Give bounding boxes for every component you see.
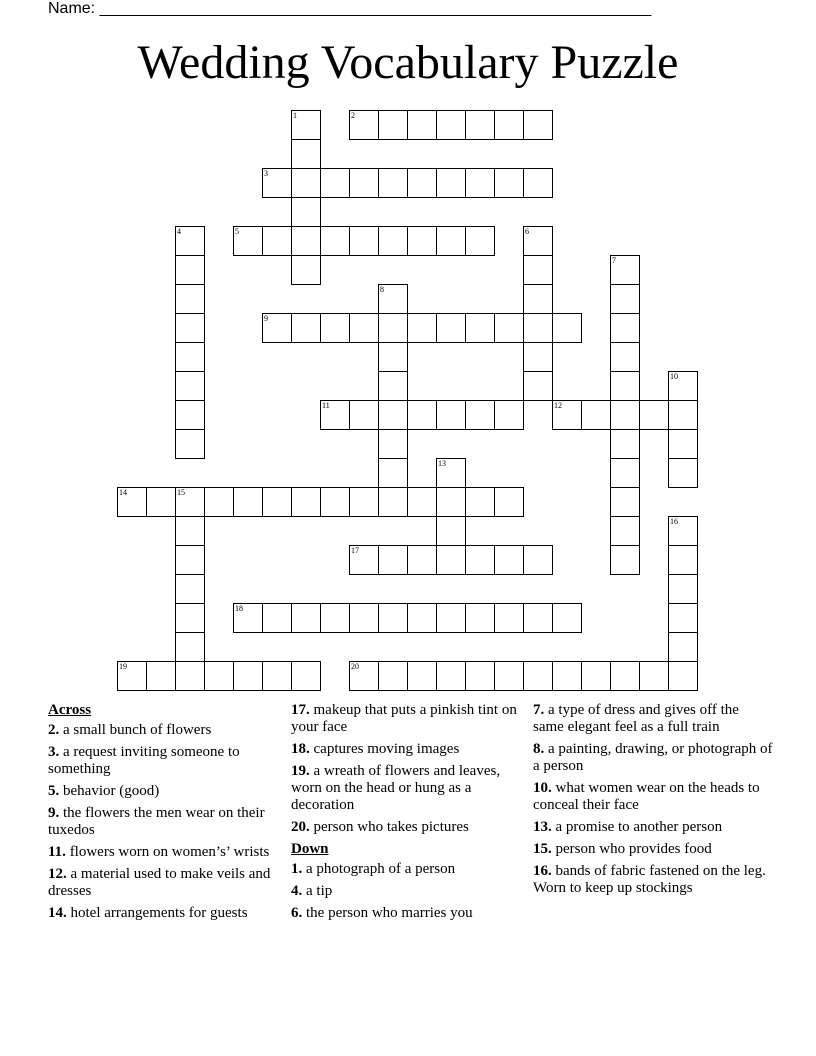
grid-cell[interactable] — [552, 400, 582, 430]
grid-cell[interactable] — [349, 168, 379, 198]
grid-cell[interactable] — [581, 400, 611, 430]
grid-cell[interactable] — [262, 313, 292, 343]
grid-cell[interactable] — [523, 168, 553, 198]
grid-cell[interactable] — [407, 545, 437, 575]
grid-cell[interactable] — [349, 400, 379, 430]
grid-cell[interactable] — [117, 487, 147, 517]
grid-cell[interactable] — [523, 110, 553, 140]
grid-cell[interactable] — [639, 400, 669, 430]
grid-cell[interactable] — [668, 661, 698, 691]
grid-cell[interactable] — [668, 574, 698, 604]
clue-number-label: 19 — [119, 662, 127, 671]
grid-cell[interactable] — [407, 168, 437, 198]
grid-cell[interactable] — [378, 313, 408, 343]
grid-cell[interactable] — [610, 313, 640, 343]
grid-cell[interactable] — [291, 487, 321, 517]
grid-cell[interactable] — [233, 603, 263, 633]
across-heading: Across — [48, 702, 92, 718]
clue-number-label: 12 — [554, 401, 562, 410]
grid-cell[interactable] — [291, 313, 321, 343]
grid-cell[interactable] — [436, 545, 466, 575]
puzzle-title: Wedding Vocabulary Puzzle — [137, 36, 679, 89]
grid-cell[interactable] — [291, 168, 321, 198]
grid-cell[interactable] — [407, 313, 437, 343]
down-clue-15: 15. person who provides food — [533, 841, 712, 857]
grid-cell[interactable] — [610, 371, 640, 401]
grid-cell[interactable] — [320, 603, 350, 633]
across-clue-19: 19. a wreath of flowers and leaves, worn on the head or hung as a decoration — [291, 763, 501, 813]
clue-number-label: 1 — [293, 111, 297, 120]
grid-cell[interactable] — [465, 226, 495, 256]
grid-cell[interactable] — [262, 603, 292, 633]
grid-cell[interactable] — [668, 371, 698, 401]
grid-cell[interactable] — [465, 603, 495, 633]
clue-number-label: 10 — [670, 372, 678, 381]
grid-cell[interactable] — [436, 458, 466, 488]
grid-cell[interactable] — [378, 603, 408, 633]
down-clue-10: 10. what women wear on the heads to conceal their face — [533, 780, 760, 813]
grid-cell[interactable] — [175, 516, 205, 546]
grid-cell[interactable] — [349, 661, 379, 691]
across-clue-20: 20. person who takes pictures — [291, 819, 469, 835]
grid-cell[interactable] — [610, 284, 640, 314]
clue-number-label: 13 — [438, 459, 446, 468]
clue-number-label: 3 — [264, 169, 268, 178]
down-clue-8: 8. a painting, drawing, or photograph of a person — [533, 741, 773, 774]
grid-cell[interactable] — [610, 545, 640, 575]
grid-cell[interactable] — [494, 487, 524, 517]
down-clue-6: 6. the person who marries you — [291, 905, 473, 921]
grid-cell[interactable] — [146, 487, 176, 517]
grid-cell[interactable] — [465, 400, 495, 430]
grid-cell[interactable] — [668, 429, 698, 459]
grid-cell[interactable] — [610, 458, 640, 488]
grid-cell[interactable] — [407, 487, 437, 517]
grid-cell[interactable] — [291, 255, 321, 285]
grid-cell[interactable] — [349, 545, 379, 575]
down-clue-4: 4. a tip — [291, 883, 333, 899]
grid-cell[interactable] — [436, 400, 466, 430]
across-clue-5: 5. behavior (good) — [48, 783, 160, 799]
grid-cell[interactable] — [175, 226, 205, 256]
clue-number-label: 8 — [380, 285, 384, 294]
grid-cell[interactable] — [407, 226, 437, 256]
grid-cell[interactable] — [175, 284, 205, 314]
grid-cell[interactable] — [436, 661, 466, 691]
grid-cell[interactable] — [668, 632, 698, 662]
grid-cell[interactable] — [320, 168, 350, 198]
grid-cell[interactable] — [436, 313, 466, 343]
grid-cell[interactable] — [610, 342, 640, 372]
grid-cell[interactable] — [436, 226, 466, 256]
clue-number-label: 2 — [351, 111, 355, 120]
grid-cell[interactable] — [436, 487, 466, 517]
clue-number-label: 20 — [351, 662, 359, 671]
grid-cell[interactable] — [436, 110, 466, 140]
grid-cell[interactable] — [494, 545, 524, 575]
down-clue-16: 16. bands of fabric fastened on the leg. Worn to keep up stockings — [533, 863, 766, 896]
grid-cell[interactable] — [233, 226, 263, 256]
grid-cell[interactable] — [378, 545, 408, 575]
grid-cell[interactable] — [175, 400, 205, 430]
grid-cell[interactable] — [523, 603, 553, 633]
clues-column-2 — [291, 702, 526, 927]
grid-cell[interactable] — [378, 661, 408, 691]
grid-cell[interactable] — [378, 342, 408, 372]
grid-cell[interactable] — [204, 487, 234, 517]
grid-cell[interactable] — [523, 661, 553, 691]
grid-cell[interactable] — [552, 313, 582, 343]
grid-cell[interactable] — [291, 197, 321, 227]
clues-column-3 — [533, 702, 773, 902]
grid-cell[interactable] — [378, 284, 408, 314]
grid-cell[interactable] — [610, 429, 640, 459]
grid-cell[interactable] — [291, 226, 321, 256]
grid-cell[interactable] — [494, 603, 524, 633]
down-clue-7: 7. a type of dress and gives off the same elegant feel as a full train — [533, 702, 739, 735]
grid-cell[interactable] — [262, 168, 292, 198]
grid-cell[interactable] — [407, 110, 437, 140]
clue-number-label: 11 — [322, 401, 330, 410]
across-clue-2: 2. a small bunch of flowers — [48, 722, 212, 738]
grid-cell[interactable] — [175, 632, 205, 662]
clue-number-label: 18 — [235, 604, 243, 613]
clue-number-label: 14 — [119, 488, 127, 497]
grid-cell[interactable] — [465, 313, 495, 343]
grid-cell[interactable] — [320, 400, 350, 430]
grid-cell[interactable] — [552, 661, 582, 691]
grid-cell[interactable] — [610, 516, 640, 546]
grid-cell[interactable] — [465, 110, 495, 140]
grid-cell[interactable] — [378, 110, 408, 140]
grid-cell[interactable] — [204, 661, 234, 691]
grid-cell[interactable] — [523, 284, 553, 314]
grid-cell[interactable] — [407, 661, 437, 691]
across-clue-3: 3. a request inviting someone to something — [48, 744, 240, 777]
grid-cell[interactable] — [378, 168, 408, 198]
grid-cell[interactable] — [175, 255, 205, 285]
across-clue-12: 12. a material used to make veils and dresses — [48, 866, 271, 899]
across-clue-11: 11. flowers worn on women’s’ wrists — [48, 844, 270, 860]
grid-cell[interactable] — [349, 603, 379, 633]
grid-cell[interactable] — [494, 400, 524, 430]
grid-cell[interactable] — [581, 661, 611, 691]
down-heading: Down — [291, 841, 329, 857]
grid-cell[interactable] — [291, 661, 321, 691]
grid-cell[interactable] — [378, 487, 408, 517]
grid-cell[interactable] — [378, 429, 408, 459]
grid-cell[interactable] — [175, 574, 205, 604]
clue-number-label: 7 — [612, 256, 616, 265]
grid-cell[interactable] — [175, 487, 205, 517]
clues-column-1 — [48, 702, 278, 927]
down-clue-13: 13. a promise to another person — [533, 819, 723, 835]
grid-cell[interactable] — [407, 603, 437, 633]
grid-cell[interactable] — [175, 313, 205, 343]
grid-cell[interactable] — [349, 487, 379, 517]
across-clue-17: 17. makeup that puts a pinkish tint on your face — [291, 702, 517, 735]
grid-cell[interactable] — [291, 110, 321, 140]
across-clue-18: 18. captures moving images — [291, 741, 460, 757]
grid-cell[interactable] — [320, 313, 350, 343]
grid-cell[interactable] — [668, 458, 698, 488]
grid-cell[interactable] — [436, 168, 466, 198]
grid-cell[interactable] — [610, 255, 640, 285]
grid-cell[interactable] — [494, 110, 524, 140]
clue-number-label: 15 — [177, 488, 185, 497]
grid-cell[interactable] — [523, 313, 553, 343]
grid-cell[interactable] — [668, 516, 698, 546]
grid-cell[interactable] — [175, 603, 205, 633]
grid-cell[interactable] — [349, 110, 379, 140]
grid-cell[interactable] — [639, 661, 669, 691]
grid-cell[interactable] — [378, 458, 408, 488]
grid-cell[interactable] — [523, 226, 553, 256]
grid-cell[interactable] — [436, 516, 466, 546]
grid-cell[interactable] — [320, 226, 350, 256]
grid-cell[interactable] — [175, 342, 205, 372]
grid-cell[interactable] — [175, 371, 205, 401]
clue-number-label: 5 — [235, 227, 239, 236]
grid-cell[interactable] — [262, 661, 292, 691]
across-clue-14: 14. hotel arrangements for guests — [48, 905, 248, 921]
grid-cell[interactable] — [523, 342, 553, 372]
clue-number-label: 6 — [525, 227, 529, 236]
grid-cell[interactable] — [262, 487, 292, 517]
grid-cell[interactable] — [378, 371, 408, 401]
grid-cell[interactable] — [175, 661, 205, 691]
grid-cell[interactable] — [407, 400, 437, 430]
across-clue-9: 9. the flowers the men wear on their tuxedos — [48, 805, 265, 838]
grid-cell[interactable] — [175, 545, 205, 575]
grid-cell[interactable] — [291, 603, 321, 633]
clue-number-label: 16 — [670, 517, 678, 526]
grid-cell[interactable] — [668, 400, 698, 430]
grid-cell[interactable] — [233, 661, 263, 691]
grid-cell[interactable] — [465, 545, 495, 575]
grid-cell[interactable] — [378, 400, 408, 430]
grid-cell[interactable] — [117, 661, 147, 691]
grid-cell[interactable] — [610, 400, 640, 430]
grid-cell[interactable] — [349, 313, 379, 343]
grid-cell[interactable] — [494, 661, 524, 691]
grid-cell[interactable] — [465, 487, 495, 517]
grid-cell[interactable] — [668, 545, 698, 575]
grid-cell[interactable] — [465, 168, 495, 198]
grid-cell[interactable] — [175, 429, 205, 459]
grid-cell[interactable] — [146, 661, 176, 691]
name-field-label: Name: ______________________________________________________________ — [48, 0, 652, 17]
grid-cell[interactable] — [494, 313, 524, 343]
grid-cell[interactable] — [291, 139, 321, 169]
grid-cell[interactable] — [436, 603, 466, 633]
grid-cell[interactable] — [349, 226, 379, 256]
grid-cell[interactable] — [610, 661, 640, 691]
grid-cell[interactable] — [668, 603, 698, 633]
grid-cell[interactable] — [610, 487, 640, 517]
grid-cell[interactable] — [523, 255, 553, 285]
clue-number-label: 4 — [177, 227, 181, 236]
grid-cell[interactable] — [552, 603, 582, 633]
grid-cell[interactable] — [494, 168, 524, 198]
grid-cell[interactable] — [465, 661, 495, 691]
grid-cell[interactable] — [320, 487, 350, 517]
clue-number-label: 9 — [264, 314, 268, 323]
clue-number-label: 17 — [351, 546, 359, 555]
grid-cell[interactable] — [523, 545, 553, 575]
grid-cell[interactable] — [233, 487, 263, 517]
grid-cell[interactable] — [262, 226, 292, 256]
grid-cell[interactable] — [523, 371, 553, 401]
down-clue-1: 1. a photograph of a person — [291, 861, 456, 877]
grid-cell[interactable] — [378, 226, 408, 256]
